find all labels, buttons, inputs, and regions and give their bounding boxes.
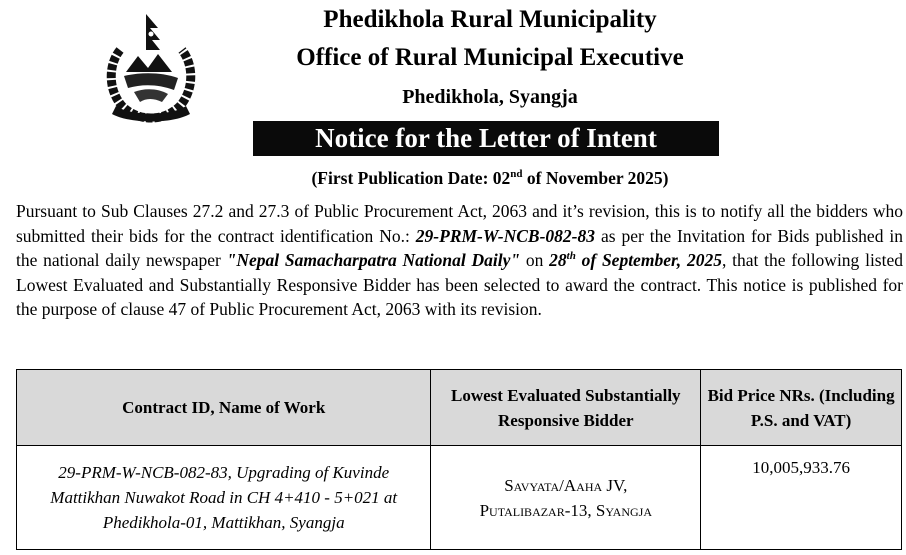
header-contract-work: Contract ID, Name of Work: [17, 370, 431, 446]
ifb-date: 28th of September, 2025: [549, 250, 722, 270]
office-address: Phedikhola, Syangja: [402, 86, 578, 108]
contract-work-cell: 29-PRM-W-NCB-082-83, Upgrading of Kuvinde Mattikhan Nuwakot Road in CH 4+410 - 5+021 at Phedikhola-01, Mattikhan, Syangja: [17, 446, 431, 550]
notice-body: Pursuant to Sub Clauses 27.2 and 27.3 of Public Procurement Act, 2063 and it’s revision, this is to notify all the bidders who submitted their bids for the contract identification No.: 29-PRM-W-NCB-082-83 as per the Invitation for Bids published in the national daily newspaper "Nepal Samacharpatra National Daily" on 28th of September, 2025, that the following listed Lowest Evaluated and Substantially Responsive Bidder has been selected to award the contract. This notice is published for the purpose of clause 47 of Public Procurement Act, 2063 with its revision.: [16, 201, 903, 319]
header-bidder: Lowest Evaluated Substantially Responsive Bidder: [431, 370, 701, 446]
contract-number: 29-PRM-W-NCB-082-83: [415, 225, 596, 246]
nepal-emblem-logo: [100, 10, 202, 124]
award-table: [16, 369, 902, 550]
publication-date: (First Publication Date: 02nd of November 2025): [311, 168, 669, 188]
newspaper-name: "Nepal Samacharpatra National Daily": [226, 250, 521, 270]
table-header-row: [17, 370, 902, 446]
notice-title: Notice for the Letter of Intent: [253, 121, 719, 156]
table-row: [17, 446, 902, 550]
office-name: Office of Rural Municipal Executive: [296, 44, 684, 71]
bid-price-cell: 10,005,933.76: [701, 446, 902, 550]
header-bid-price: Bid Price NRs. (Including P.S. and VAT): [701, 370, 902, 446]
bidder-cell: Savyata/Aaha JV, Putalibazar-13, Syangja: [431, 446, 701, 550]
municipality-name: Phedikhola Rural Municipality: [323, 6, 657, 33]
